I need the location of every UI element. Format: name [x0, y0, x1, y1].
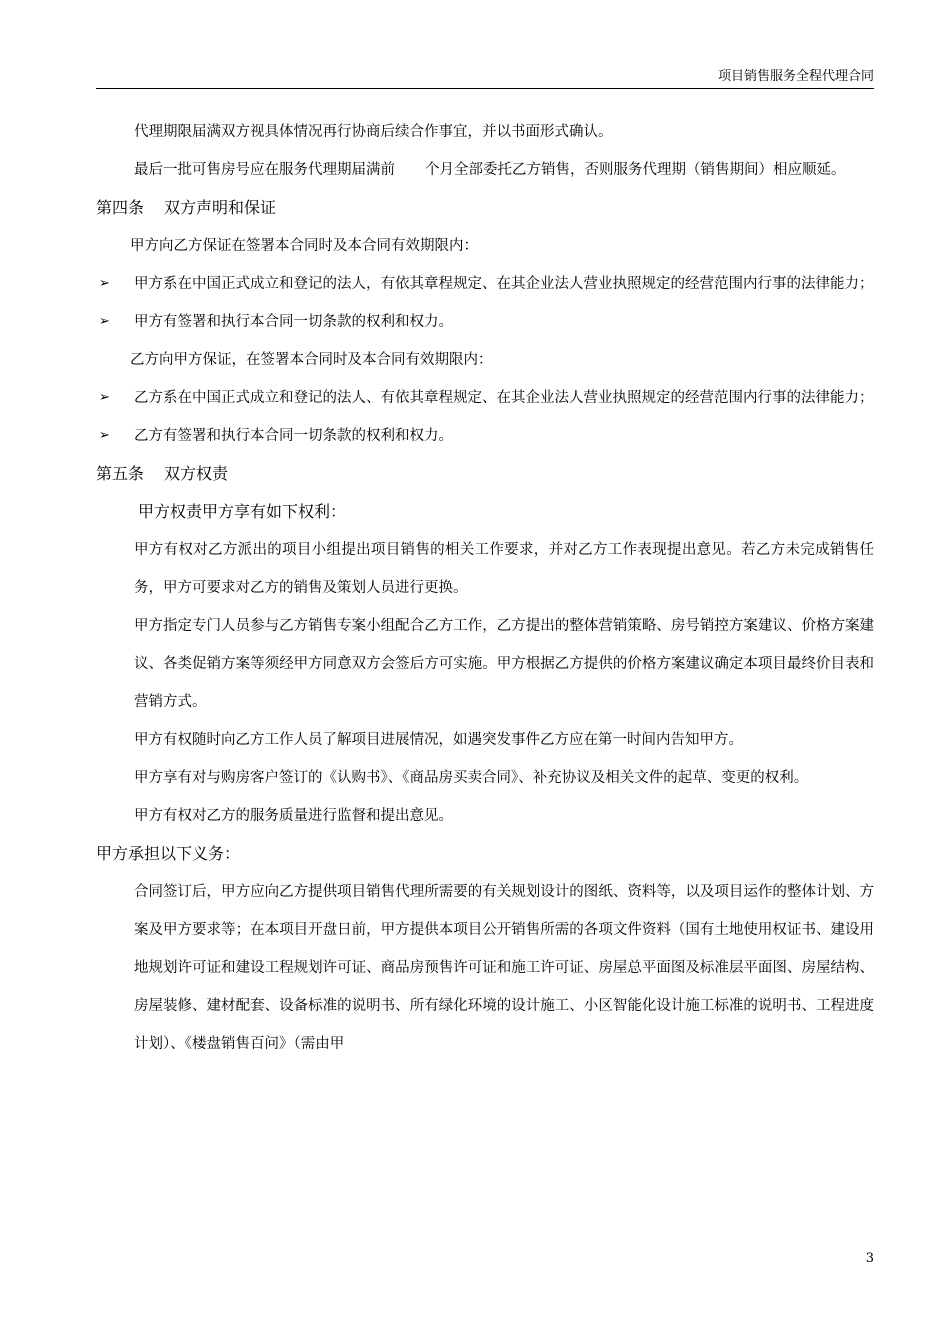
arrow-bullet-icon: ➢ [99, 390, 110, 405]
party-a-right: 甲方有权对乙方派出的项目小组提出项目销售的相关工作要求，并对乙方工作表现提出意见。若乙方未完成销售任务，甲方可要求对乙方的销售及策划人员进行更换。 [134, 542, 874, 596]
paragraph-last-batch [96, 151, 874, 189]
party-b-guarantee-intro: 乙方向甲方保证，在签署本合同时及本合同有效期限内： [130, 352, 493, 368]
arrow-bullet-icon: ➢ [99, 428, 110, 443]
party-a-duty: 合同签订后，甲方应向乙方提供项目销售代理所需要的有关规划设计的图纸、资料等，以及项目运作的整体计划、方案及甲方要求等；在本项目开盘日前，甲方提供本项目公开销售所需的各项文件资料（国有土地使用权证书、建设用地规划许可证和建设工程规划许可证、商品房预售许可证和施工许可证、房屋总平面图及标准层平面图、房屋结构、房屋装修、建材配套、设备标准的说明书、所有绿化环境的设计施工、小区智能化设计施工标准的说明书、工程进度计划）、《楼盘销售百问》（需由甲 [134, 884, 874, 1052]
arrow-bullet-icon: ➢ [99, 314, 110, 329]
running-header: 项目销售服务全程代理合同 [717, 69, 874, 84]
last-batch-text-start: 最后一批可售房号应在服务代理期届满前 [134, 162, 395, 178]
party-a-rights-heading: 甲方权责甲方享有如下权利： [138, 502, 347, 521]
article-5-title: 双方权责 [164, 464, 229, 483]
party-a-right: 甲方有权对乙方的服务质量进行监督和提出意见。 [134, 808, 453, 824]
party-a-duties-heading: 甲方承担以下义务： [96, 844, 241, 863]
last-batch-text-end: 个月全部委托乙方销售，否则服务代理期（销售期间）相应顺延。 [425, 162, 846, 178]
article-5-number: 第五条 [96, 464, 145, 483]
list-item-text: 乙方系在中国正式成立和登记的法人、有依其章程规定、在其企业法人营业执照规定的经营范围内行事的法律能力； [134, 390, 874, 406]
party-a-right: 甲方指定专门人员参与乙方销售专案小组配合乙方工作，乙方提出的整体营销策略、房号销控方案建议、价格方案建议、各类促销方案等须经甲方同意双方会签后方可实施。甲方根据乙方提供的价格方案建议确定本项目最终价目表和营销方式。 [134, 618, 874, 710]
list-item-text: 甲方系在中国正式成立和登记的法人，有依其章程规定、在其企业法人营业执照规定的经营范围内行事的法律能力； [134, 276, 874, 292]
list-item-text: 甲方有签署和执行本合同一切条款的权利和权力。 [134, 314, 453, 330]
article-4-number: 第四条 [96, 198, 145, 217]
arrow-bullet-icon: ➢ [99, 276, 110, 291]
party-a-guarantee-intro: 甲方向乙方保证在签署本合同时及本合同有效期限内： [130, 238, 478, 254]
list-item-text: 乙方有签署和执行本合同一切条款的权利和权力。 [134, 428, 453, 444]
list-item [96, 303, 874, 341]
paragraph-term-expiry: 代理期限届满双方视具体情况再行协商后续合作事宜，并以书面形式确认。 [134, 124, 613, 140]
party-a-right: 甲方有权随时向乙方工作人员了解项目进展情况，如遇突发事件乙方应在第一时间内告知甲方。 [134, 732, 743, 748]
article-4-heading [96, 189, 874, 227]
list-item [96, 379, 874, 417]
list-item [96, 265, 874, 303]
list-item [96, 417, 874, 455]
article-4-title: 双方声明和保证 [164, 198, 277, 217]
document-body [96, 113, 874, 1063]
page-number: 3 [865, 1251, 874, 1266]
party-a-right: 甲方享有对与购房客户签订的《认购书》、《商品房买卖合同》、补充协议及相关文件的起草、变更的权利。 [134, 770, 809, 786]
article-5-heading [96, 455, 874, 493]
header-rule [96, 88, 874, 89]
